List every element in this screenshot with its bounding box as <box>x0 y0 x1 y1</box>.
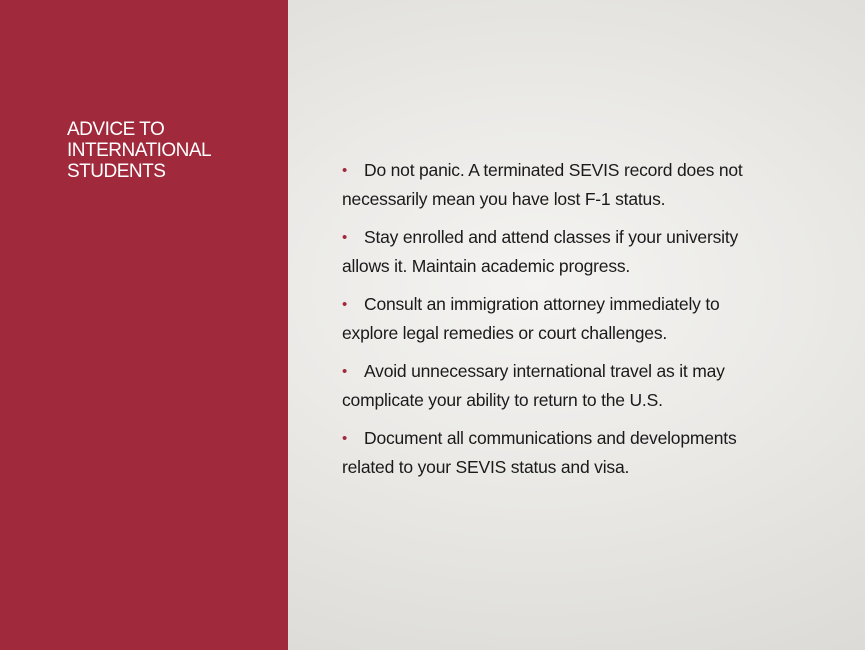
bullet-icon: • <box>342 430 348 447</box>
advice-item <box>342 156 762 214</box>
bullet-icon: • <box>342 162 348 179</box>
advice-item <box>342 290 762 348</box>
slide-title <box>67 119 267 182</box>
advice-list <box>342 156 762 491</box>
advice-item <box>342 424 762 482</box>
title-line-3: STUDENTS <box>67 161 166 182</box>
advice-item-text: Stay enrolled and attend classes if your university allows it. Maintain academic progress. <box>342 227 739 276</box>
advice-item <box>342 357 762 415</box>
bullet-icon: • <box>342 229 348 246</box>
advice-item <box>342 223 762 281</box>
title-line-2: INTERNATIONAL <box>67 140 212 161</box>
title-panel <box>0 0 288 650</box>
bullet-icon: • <box>342 363 348 380</box>
title-line-1: ADVICE TO <box>67 119 165 140</box>
bullet-icon: • <box>342 296 348 313</box>
advice-item-text: Consult an immigration attorney immediately to explore legal remedies or court challenges. <box>342 294 720 343</box>
advice-item-text: Document all communications and developments related to your SEVIS status and visa. <box>342 428 737 477</box>
advice-item-text: Avoid unnecessary international travel as it may complicate your ability to return to the U.S. <box>342 361 725 410</box>
advice-item-text: Do not panic. A terminated SEVIS record does not necessarily mean you have lost F-1 status. <box>342 160 743 209</box>
